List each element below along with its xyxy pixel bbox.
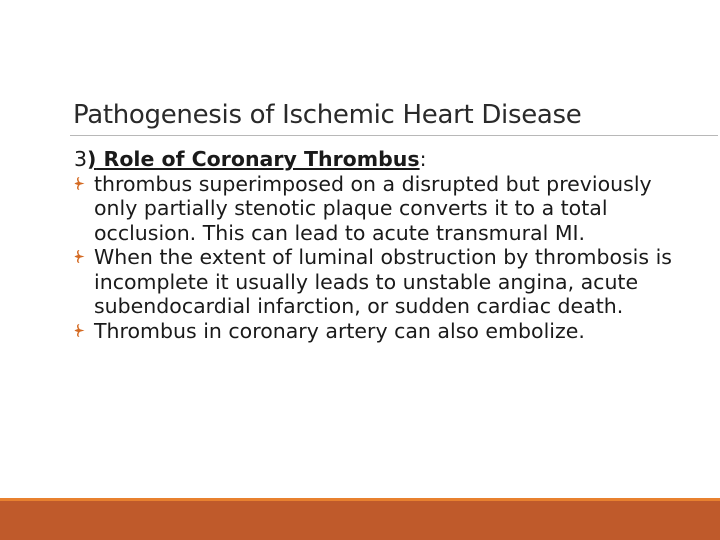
- bullet-text: Thrombus in coronary artery can also embolize.: [94, 318, 585, 343]
- slide-content: [74, 147, 674, 343]
- decorative-bullet-icon: [74, 249, 85, 264]
- footer-bar: [0, 501, 720, 540]
- bullet-item: [74, 319, 674, 344]
- bullet-text: thrombus superimposed on a disrupted but previously only partially stenotic plaque converts it to a total occlusion. This can lead to acute transmural MI.: [94, 171, 652, 245]
- bullet-item: [74, 172, 674, 246]
- bullet-item: [74, 245, 674, 319]
- decorative-bullet-icon: [74, 323, 85, 338]
- heading-close-paren: ): [87, 147, 97, 171]
- title-divider: [70, 135, 718, 136]
- bullet-text: When the extent of luminal obstruction by thrombosis is incomplete it usually leads to unstable angina, acute subendocardial infarction, or sudden cardiac death.: [94, 245, 672, 318]
- heading-text: Role of Coronary Thrombus: [96, 147, 420, 171]
- heading-underlined-text: [87, 147, 420, 171]
- heading-number: 3: [74, 147, 88, 171]
- slide-title: Pathogenesis of Ischemic Heart Disease: [73, 100, 582, 130]
- bullet-list: [74, 172, 674, 344]
- decorative-bullet-icon: [74, 176, 85, 191]
- heading-colon: :: [419, 147, 427, 171]
- section-heading: [74, 147, 674, 172]
